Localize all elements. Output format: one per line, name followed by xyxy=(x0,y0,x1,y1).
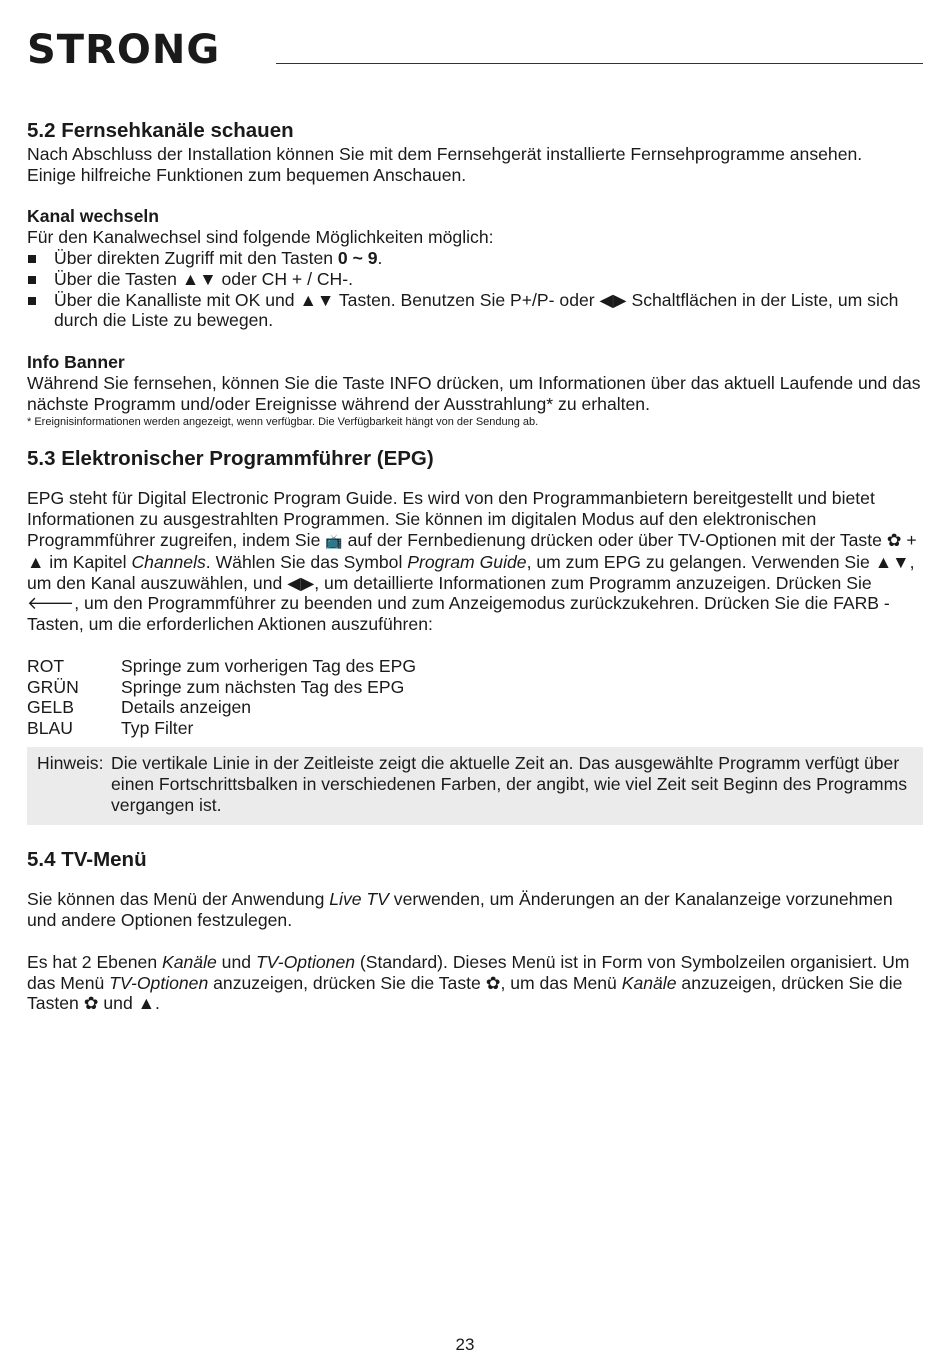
section-5-2-intro xyxy=(27,144,923,186)
left-right-arrows-icon: ◀▶ xyxy=(599,289,627,310)
key-desc: Springe zum vorherigen Tag des EPG xyxy=(121,655,417,676)
up-arrow-icon: ▲ xyxy=(137,993,156,1014)
epg-description: EPG steht für Digital Electronic Program Guide. Es wird von den Programmanbietern bereitgestellt und bietet Informationen zu ausgestrahlten Programmen. Sie können im digitalen Modus auf den elektronischen Programmführer zugreifen, indem Sie 📺 auf der Fernbedienung drücken oder über TV-Optionen mit der Taste ✿ + ▲ im Kapitel Channels. Wählen Sie das Symbol Program Guide, um zum EPG zu gelangen. Verwenden Sie ▲▼, um den Kanal auszuwählen, und ◀▶, um detaillierte Informationen zum Programm anzuzeigen. Drücken Sie 🡐, um den Programmführer zu beenden und zum Anzeigemodus zurückzukehren. Drücken Sie die FARB -Tasten, um die erforderlichen Aktionen auszuführen: xyxy=(27,488,917,635)
up-arrow-icon: ▲ xyxy=(27,551,45,572)
intro-line-2: Einige hilfreiche Funktionen zum bequemen Anschauen. xyxy=(27,164,467,185)
section-5-4-title: 5.4 TV-Menü xyxy=(27,848,147,872)
key-name: BLAU xyxy=(27,718,73,739)
kanal-wechseln-intro: Für den Kanalwechsel sind folgende Möglichkeiten möglich: xyxy=(27,227,494,248)
list-item: Über die Tasten ▲▼ oder CH + / CH-. xyxy=(27,269,923,290)
section-5-3-title: 5.3 Elektronischer Programmführer (EPG) xyxy=(27,447,434,471)
key-name: ROT xyxy=(27,655,65,676)
list-item: Über die Kanalliste mit OK und ▲▼ Tasten. Benutzen Sie P+/P- oder ◀▶ Schaltflächen in der Liste, um sich durch die Liste zu bewegen. xyxy=(27,290,923,332)
strong-logo: STRONG xyxy=(27,27,221,73)
kanal-wechseln-heading: Kanal wechseln xyxy=(27,206,160,227)
gear-icon: ✿ xyxy=(886,529,902,550)
section-5-2-title: 5.2 Fernsehkanäle schauen xyxy=(27,119,294,142)
key-desc: Springe zum nächsten Tag des EPG xyxy=(121,676,405,697)
note-box xyxy=(27,747,923,825)
key-desc: Details anzeigen xyxy=(121,697,252,718)
key-name: GELB xyxy=(27,697,74,718)
color-keys-table xyxy=(27,656,923,739)
key-desc: Typ Filter xyxy=(121,718,194,739)
gear-icon: ✿ xyxy=(83,993,99,1014)
list-item: Über direkten Zugriff mit den Tasten 0 ~ 9. xyxy=(27,248,923,269)
page-header xyxy=(27,28,923,72)
kanal-options-list xyxy=(27,248,923,331)
info-banner-heading: Info Banner xyxy=(27,351,125,372)
back-arrow-icon: 🡐 xyxy=(27,593,75,614)
gear-icon: ✿ xyxy=(485,972,501,993)
note-text: Die vertikale Linie in der Zeitleiste zeigt die aktuelle Zeit an. Das ausgewählte Programm verfügt über einen Fortschrittsbalken in verschiedenen Farben, der angibt, wie viel Zeit seit Beginn des Programms vergangen ist. xyxy=(111,752,908,815)
up-down-arrows-icon: ▲▼ xyxy=(181,268,217,289)
note-label: Hinweis: xyxy=(37,752,104,773)
key-name: GRÜN xyxy=(27,676,79,697)
tv-icon: 📺 xyxy=(325,532,343,549)
header-rule xyxy=(276,63,923,64)
up-down-arrows-icon: ▲▼ xyxy=(874,551,910,572)
tv-menu-paragraph-2: Es hat 2 Ebenen Kanäle und TV-Optionen (Standard). Dieses Menü ist in Form von Symbolzeilen organisiert. Um das Menü TV-Optionen anzuzeigen, drücken Sie die Taste ✿, um das Menü Kanäle anzuzeigen, drücken Sie die Tasten ✿ und ▲. xyxy=(27,951,910,1014)
tv-menu-paragraph-1: Sie können das Menü der Anwendung Live TV verwenden, um Änderungen an der Kanalanzeige vorzunehmen und andere Optionen festzulegen. xyxy=(27,889,893,931)
intro-line-1: Nach Abschluss der Installation können Sie mit dem Fernsehgerät installierte Fernsehprogramme ansehen. xyxy=(27,144,863,164)
left-right-arrows-icon: ◀▶ xyxy=(287,572,315,593)
page-content xyxy=(27,118,923,1014)
footnote: * Ereignisinformationen werden angezeigt, wenn verfügbar. Die Verfügbarkeit hängt von der Sendung ab. xyxy=(27,416,539,429)
info-banner-text: Während Sie fernsehen, können Sie die Taste INFO drücken, um Informationen über das aktuell Laufende und das nächste Programm und/oder Ereignisse während der Ausstrahlung* zu erhalten. xyxy=(27,372,921,414)
up-down-arrows-icon: ▲▼ xyxy=(299,289,335,310)
page-number: 23 xyxy=(455,1335,475,1354)
